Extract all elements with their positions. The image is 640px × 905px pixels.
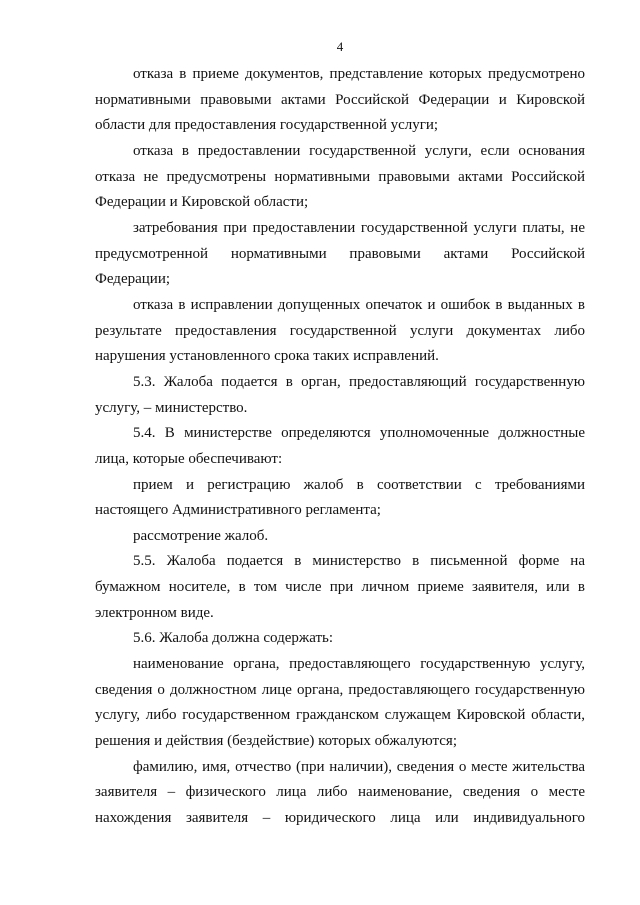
grounds-item-refusal-acceptance <box>95 62 585 139</box>
text-line: наименование органа, предоставляющего государственную услугу, <box>133 656 585 673</box>
text-line: Федерации; <box>95 271 171 288</box>
text-line: 5.3. Жалоба подается в орган, предоставляющий государственную <box>133 373 585 390</box>
text-line: электронном виде. <box>95 604 214 621</box>
document-body <box>95 62 585 832</box>
page-number: 4 <box>336 39 344 54</box>
grounds-item-fee-demand <box>95 216 585 293</box>
text-line: отказа не предусмотрены нормативными правовыми актами Российской <box>95 168 585 185</box>
text-line: области для предоставления государственной услуги; <box>95 117 439 134</box>
duty-item-review <box>95 524 585 550</box>
grounds-item-refusal-service <box>95 139 585 216</box>
text-line: нормативными правовыми актами Российской Федерации и Кировской <box>95 91 585 108</box>
duty-item-registration <box>95 473 585 524</box>
text-line: 5.4. В министерстве определяются уполномоченные должностные <box>133 425 585 442</box>
text-line: рассмотрение жалоб. <box>133 527 269 544</box>
text-line: отказа в приеме документов, представление которых предусмотрено <box>133 66 585 82</box>
text-line: услугу, – министерство. <box>95 399 248 416</box>
text-line: 5.6. Жалоба должна содержать: <box>133 630 334 647</box>
text-line: 5.5. Жалоба подается в министерство в письменной форме на <box>133 553 585 570</box>
content-item-applicant-details <box>95 755 585 832</box>
text-line: настоящего Административного регламента; <box>95 502 381 519</box>
text-line: отказа в исправлении допущенных опечаток и ошибок в выданных в <box>133 296 585 313</box>
clause-5-5 <box>95 549 585 626</box>
text-line: нарушения установленного срока таких исправлений. <box>95 348 439 365</box>
text-line: сведения о должностном лице органа, предоставляющего государственную <box>95 681 585 698</box>
content-item-authority-name <box>95 652 585 755</box>
text-line: предусмотренной нормативными правовыми актами Российской <box>95 245 585 262</box>
text-line: нахождения заявителя – юридического лица или индивидуального <box>95 810 585 827</box>
text-line: Федерации и Кировской области; <box>95 194 309 211</box>
text-line: фамилию, имя, отчество (при наличии), сведения о месте жительства <box>133 758 585 775</box>
grounds-item-refusal-corrections <box>95 293 585 370</box>
text-line: решения и действия (бездействие) которых обжалуются; <box>95 733 457 750</box>
clause-5-4 <box>95 421 585 472</box>
clause-5-6 <box>95 626 585 652</box>
text-line: прием и регистрацию жалоб в соответствии с требованиями <box>133 476 585 493</box>
text-line: затребования при предоставлении государственной услуги платы, не <box>133 219 585 236</box>
text-line: заявителя – физического лица либо наименование, сведения о месте <box>95 784 585 801</box>
text-line: услугу, либо государственном гражданском служащем Кировской области, <box>95 707 585 724</box>
clause-5-3 <box>95 370 585 421</box>
text-line: результате предоставления государственной услуги документах либо <box>95 322 585 339</box>
text-line: бумажном носителе, в том числе при личном приеме заявителя, или в <box>95 579 585 596</box>
text-line: отказа в предоставлении государственной услуги, если основания <box>133 142 585 159</box>
text-line: лица, которые обеспечивают: <box>95 450 283 467</box>
